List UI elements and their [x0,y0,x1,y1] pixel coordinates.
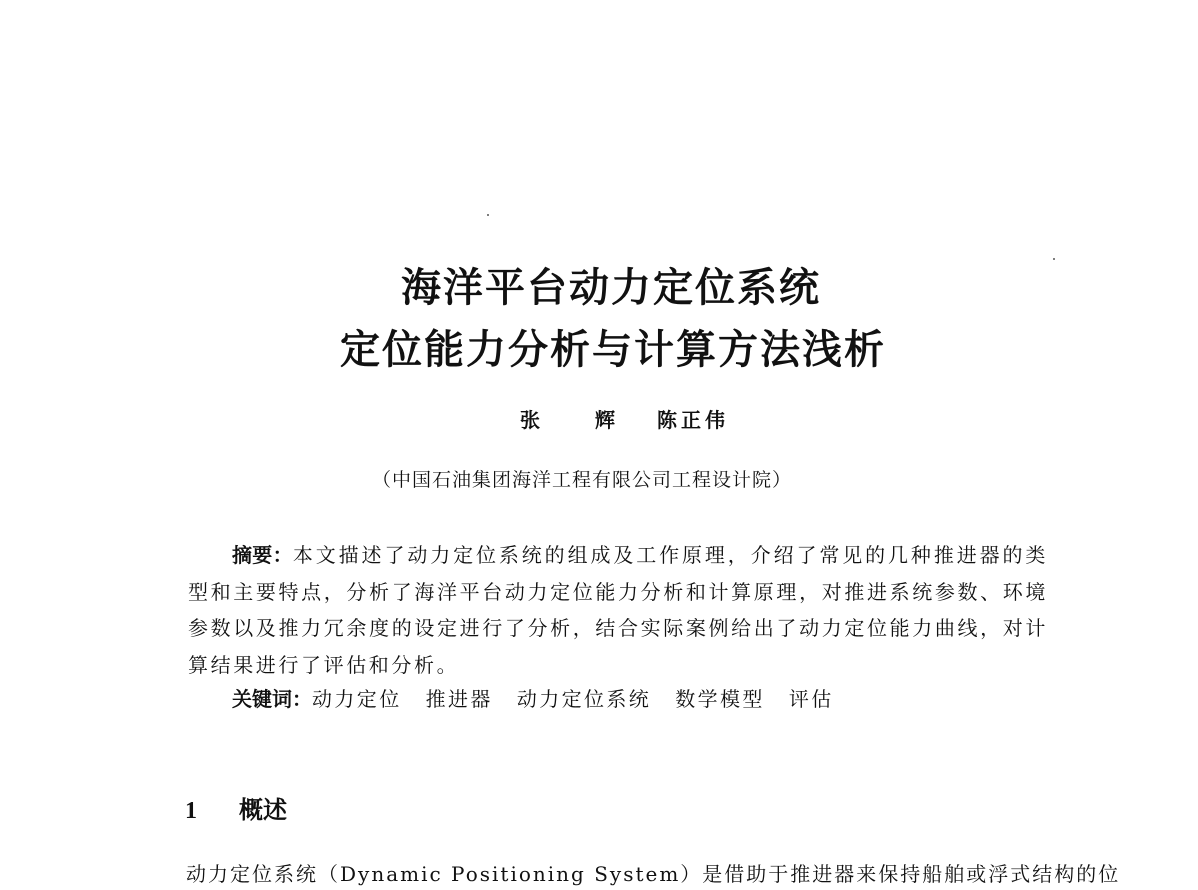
keyword: 评估 [788,687,834,711]
section-title: 概述 [239,796,287,824]
abstract [188,537,1048,683]
abstract-text: 本文描述了动力定位系统的组成及工作原理，介绍了常见的几种推进器的类型和主要特点，分析了海洋平台动力定位能力分析和计算原理，对推进系统参数、环境参数以及推力冗余度的设定进行了分析，结合实际案例给出了动力定位能力曲线，对计算结果进行了评估和分析。 [188,543,1048,677]
keywords-label: 关键词： [232,687,312,711]
keyword: 推进器 [425,687,493,711]
affiliation: （中国石油集团海洋工程有限公司工程设计院） [372,469,793,491]
paper-title-line-1: 海洋平台动力定位系统 [401,265,821,311]
scan-speck [1053,258,1055,260]
author-list [520,405,729,435]
author-name: 张 辉 [520,408,639,432]
body-paragraph: 动力定位系统（Dynamic Positioning System）是借助于推进器来保持船舶或浮式结构的位 [186,862,1121,886]
keyword: 动力定位 [312,687,402,711]
keyword: 动力定位系统 [516,687,652,711]
abstract-label: 摘要： [232,543,293,567]
keywords [232,682,858,716]
section-heading [185,792,287,829]
section-number: 1 [185,798,197,824]
paper-title-line-2: 定位能力分析与计算方法浅析 [340,327,886,373]
author-name: 陈正伟 [656,408,729,432]
keyword: 数学模型 [675,687,765,711]
scan-speck [487,214,489,216]
